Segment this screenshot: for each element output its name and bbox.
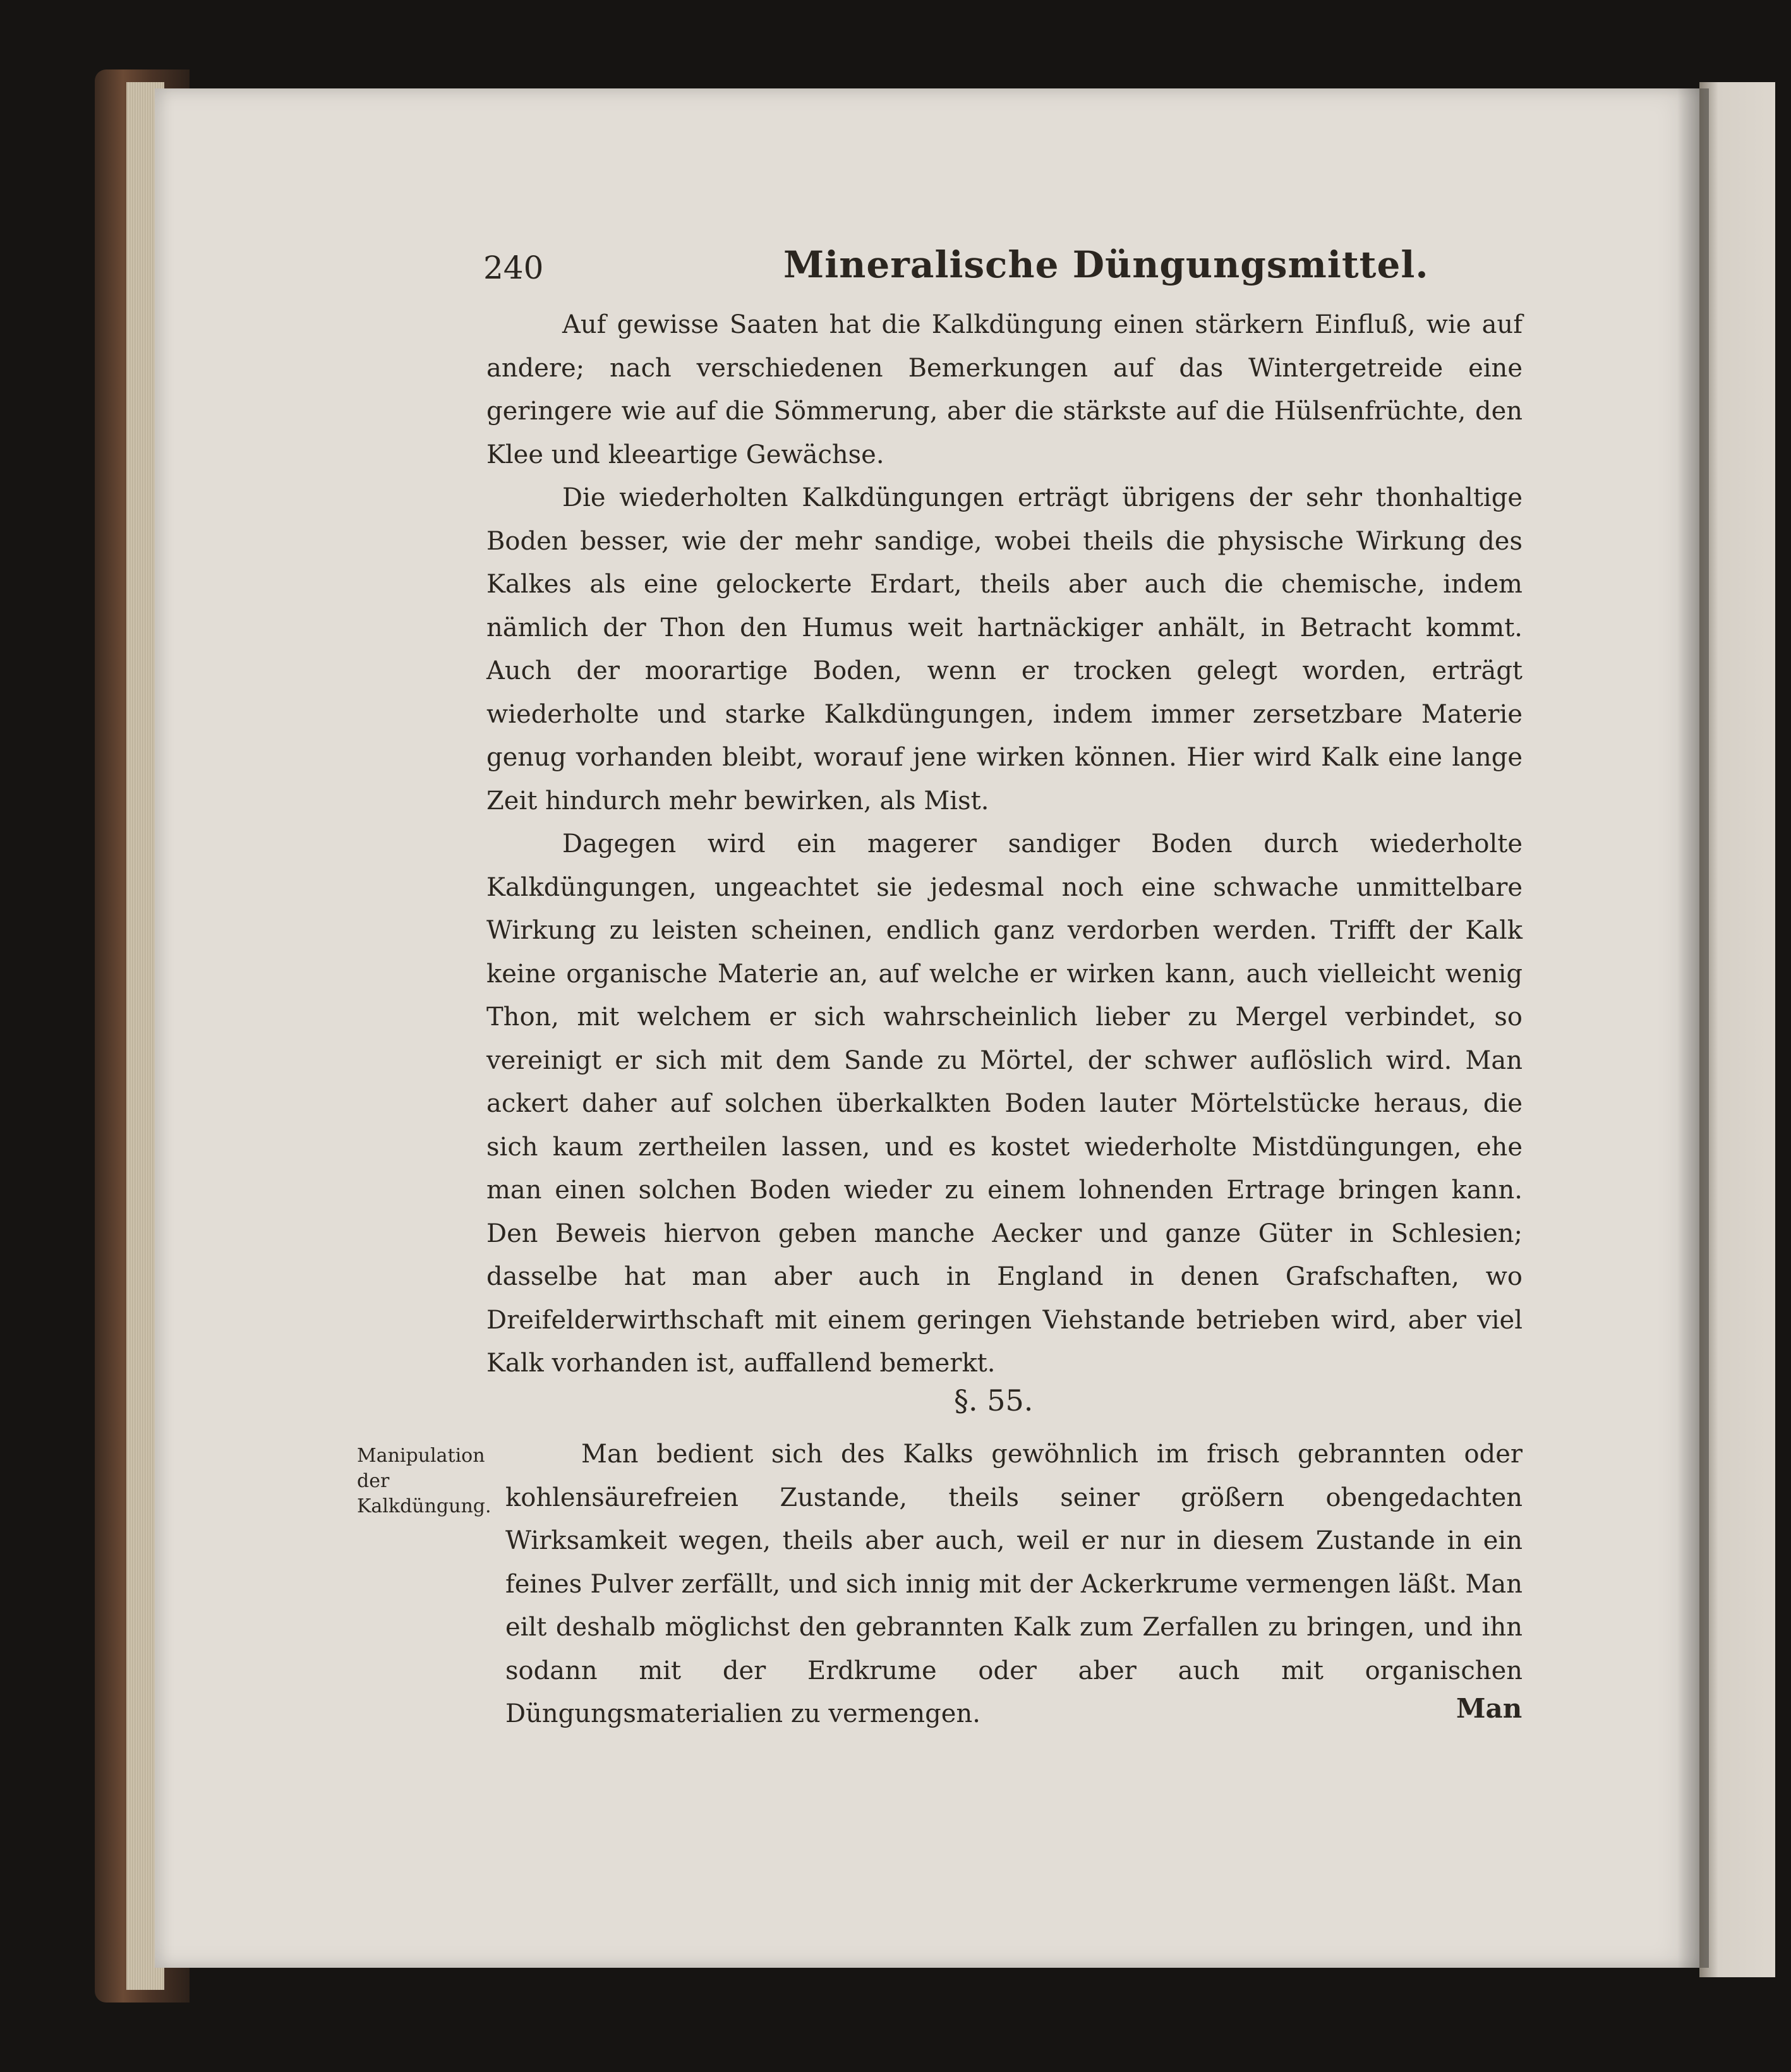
facing-page-edge: [1699, 82, 1775, 1977]
spine-shadow: [1677, 88, 1709, 1968]
main-text-block: [486, 303, 1523, 1385]
running-title: Mineralische Düngungsmittel.: [783, 243, 1429, 286]
paragraph: Dagegen wird ein magerer sandiger Boden durch wiederholte Kalkdüngungen, ungeachtet sie jedesmal noch eine schwache unmittelbare Wirkung zu leisten scheinen, endlich ganz verdorben werden. Trifft der Kalk keine organische Materie an, auf welche er wirken kann, auch vielleicht wenig Thon, mit welchem er sich wahrscheinlich lieber zu Mergel verbindet, so vereinigt er sich mit dem Sande zu Mörtel, der schwer auflöslich wird. Man ackert daher auf solchen überkalkten Boden lauter Mörtelstücke heraus, die sich kaum zertheilen lassen, und es kostet wiederholte Mistdüngungen, ehe man einen solchen Boden wieder zu einem lohnenden Ertrage bringen kann. Den Beweis hiervon geben manche Aecker und ganze Güter in Schlesien; dasselbe hat man aber auch in England in denen Grafschaften, wo Dreifelderwirthschaft mit einem geringen Viehstande betrieben wird, aber viel Kalk vorhanden ist, auffallend bemerkt.: [486, 829, 1523, 1378]
paragraph: Die wiederholten Kalkdüngungen erträgt übrigens der sehr thonhaltige Boden besser, wie der mehr sandige, wobei theils die physische Wirkung des Kalkes als eine gelockerte Erdart, theils aber auch die chemische, indem nämlich der Thon den Humus weit hartnäckiger anhält, in Betracht kommt. Auch der moorartige Boden, wenn er trocken gelegt worden, erträgt wiederholte und starke Kalkdüngungen, indem immer zersetzbare Materie genug vorhanden bleibt, worauf jene wirken können. Hier wird Kalk eine lange Zeit hindurch mehr bewirken, als Mist.: [486, 483, 1523, 816]
page-number: 240: [483, 250, 544, 286]
paragraph: Man bedient sich des Kalks gewöhnlich im frisch gebrannten oder kohlensäurefreien Zustande, theils seiner größern obengedachten Wirksamkeit wegen, theils aber auch, weil er nur in diesem Zustande in ein feines Pulver zerfällt, und sich innig mit der Ackerkrume vermengen läßt. Man eilt deshalb möglichst den gebrannten Kalk zum Zerfallen zu bringen, und ihn sodann mit der Erdkrume oder aber auch mit organischen Düngungsmaterialien zu vermengen.: [505, 1440, 1523, 1728]
catchword: Man: [1456, 1693, 1523, 1724]
section-heading: §. 55.: [954, 1383, 1034, 1418]
paragraph: Auf gewisse Saaten hat die Kalkdüngung einen stärkern Einfluß, wie auf andere; nach verschiedenen Bemerkungen auf das Wintergetreide eine geringere wie auf die Sömmerung, aber die stärkste auf die Hülsenfrüchte, den Klee und kleeartige Gewächse.: [486, 310, 1523, 469]
section-text-block: [505, 1433, 1523, 1736]
marginal-note: Manipulation der Kalkdüngung.: [357, 1445, 491, 1517]
